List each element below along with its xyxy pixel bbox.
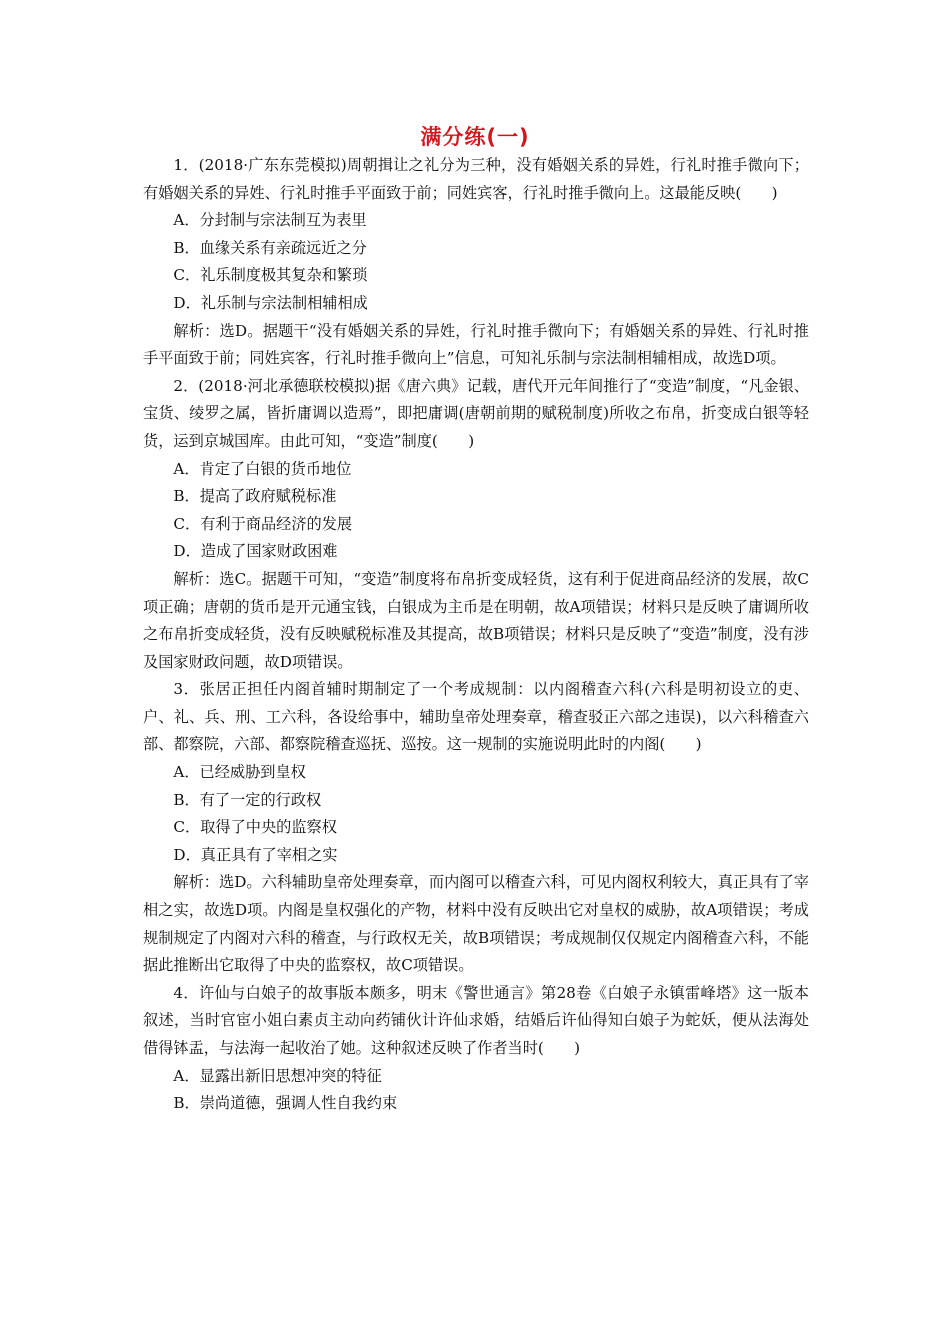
option-d: D．造成了国家财政困难 [173, 542, 338, 561]
question-4 [143, 980, 809, 1118]
page-title: 满分练(一) [420, 125, 530, 149]
option-a: A．显露出新旧思想冲突的特征 [173, 1066, 382, 1085]
option-c: C．有利于商品经济的发展 [173, 514, 353, 533]
question-1 [143, 152, 809, 373]
question-stem: 3．张居正担任内阁首辅时期制定了一个考成规制：以内阁稽查六科(六科是明初设立的吏、户、礼、兵、刑、工六科，各设给事中，辅助皇帝处理奏章，稽查驳正六部之违误)，以六科稽查六部、都察院，六部、都察院稽查巡抚、巡按。这一规制的实施说明此时的内阁( ) [143, 680, 809, 754]
question-3 [143, 676, 809, 980]
question-stem: 1．(2018·广东东莞模拟)周朝揖让之礼分为三种，没有婚姻关系的异姓，行礼时推手微向下；有婚姻关系的异姓、行礼时推手平面致于前；同姓宾客，行礼时推手微向上。这最能反映( ) [143, 156, 809, 202]
question-list [143, 152, 809, 1118]
analysis: 解析：选D。据题干“没有婚姻关系的异姓，行礼时推手微向下；有婚姻关系的异姓、行礼时推手平面致于前；同姓宾客，行礼时推手微向上”信息，可知礼乐制与宗法制相辅相成，故选D项。 [143, 321, 809, 368]
option-b: B．有了一定的行政权 [173, 790, 322, 809]
option-d: D．礼乐制与宗法制相辅相成 [173, 293, 368, 312]
analysis: 解析：选C。据题干可知，“变造”制度将布帛折变成轻货，这有利于促进商品经济的发展，故C项正确；唐朝的货币是开元通宝钱，白银成为主币是在明朝，故A项错误；材料只是反映了庸调所收之布帛折变成轻货，没有反映赋税标准及其提高，故B项错误；材料只是反映了“变造”制度，没有涉及国家财政问题，故D项错误。 [143, 569, 809, 671]
option-a: A．肯定了白银的货币地位 [173, 459, 352, 478]
option-a: A．已经威胁到皇权 [173, 763, 306, 782]
option-a: A．分封制与宗法制互为表里 [173, 211, 367, 230]
option-c: C．礼乐制度极其复杂和繁琐 [173, 266, 368, 285]
question-stem: 2．(2018·河北承德联校模拟)据《唐六典》记载，唐代开元年间推行了“变造”制度，“凡金银、宝货、绫罗之属，皆折庸调以造焉”，即把庸调(唐朝前期的赋税制度)所收之布帛，折变成白银等轻货，运到京城国库。由此可知，“变造”制度( ) [143, 376, 809, 450]
option-b: B．提高了政府赋税标准 [173, 487, 337, 506]
option-c: C．取得了中央的监察权 [173, 818, 337, 837]
question-stem: 4．许仙与白娘子的故事版本颇多，明末《警世通言》第28卷《白娘子永镇雷峰塔》这一版本叙述，当时官宦小姐白素贞主动向药铺伙计许仙求婚，结婚后许仙得知白娘子为蛇妖，便从法海处借得钵盂，与法海一起收治了她。这种叙述反映了作者当时( ) [143, 983, 809, 1057]
analysis: 解析：选D。六科辅助皇帝处理奏章，而内阁可以稽查六科，可见内阁权利较大，真正具有了宰相之实，故选D项。内阁是皇权强化的产物，材料中没有反映出它对皇权的威胁，故A项错误；考成规制规定了内阁对六科的稽查，与行政权无关，故B项错误；考成规制仅仅规定内阁稽查六科，不能据此推断出它取得了中央的监察权，故C项错误。 [143, 873, 809, 975]
option-b: B．血缘关系有亲疏远近之分 [173, 238, 367, 257]
option-d: D．真正具有了宰相之实 [173, 845, 338, 864]
question-2 [143, 373, 809, 677]
option-b: B．崇尚道德，强调人性自我约束 [173, 1094, 398, 1113]
